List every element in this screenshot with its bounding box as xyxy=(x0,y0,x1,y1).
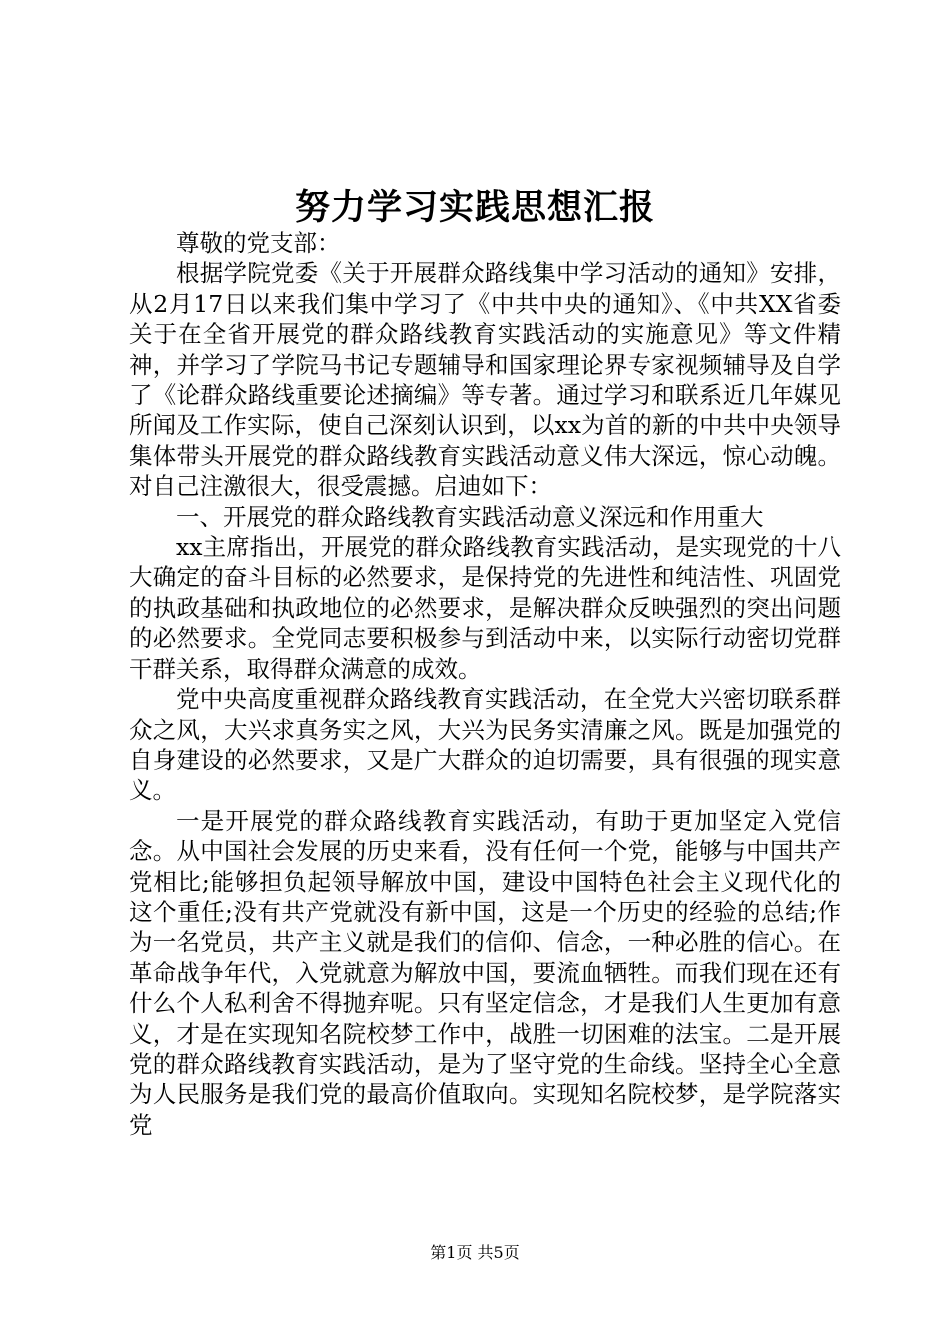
paragraph: 党中央高度重视群众路线教育实践活动，在全党大兴密切联系群众之风，大兴求真务实之风，大兴为民务实清廉之风。既是加强党的自身建设的必然要求，又是广大群众的迫切需要，具有很强的现实意义。 xyxy=(129,685,841,805)
document-body xyxy=(129,228,841,1140)
paragraph: xx主席指出，开展党的群众路线教育实践活动，是实现党的十八大确定的奋斗目标的必然要求，是保持党的先进性和纯洁性、巩固党的执政基础和执政地位的必然要求，是解决群众反映强烈的突出问题的必然要求。全党同志要积极参与到活动中来，以实际行动密切党群干群关系，取得群众满意的成效。 xyxy=(129,533,841,683)
document-title: 努力学习实践思想汇报 xyxy=(294,187,655,228)
page-footer: 第1页 共5页 xyxy=(430,1243,520,1262)
paragraph-intro: 根据学院党委《关于开展群众路线集中学习活动的通知》安排，从2月17日以来我们集中学习了《中共中央的通知》、《中共XX省委关于在全省开展党的群众路线教育实践活动的实施意见》等文件精神，并学习了学院马书记专题辅导和国家理论界专家视频辅导及自学了《论群众路线重要论述摘编》等专著。通过学习和联系近几年媒见所闻及工作实际，使自己深刻认识到，以xx为首的新的中共中央领导集体带头开展党的群众路线教育实践活动意义伟大深远，惊心动魄。对自己注激很大，很受震撼。启迪如下： xyxy=(129,259,841,501)
section-heading: 一、开展党的群众路线教育实践活动意义深远和作用重大 xyxy=(176,502,764,531)
salutation: 尊敬的党支部： xyxy=(176,229,341,257)
paragraph: 一是开展党的群众路线教育实践活动，有助于更加坚定入党信念。从中国社会发展的历史来看，没有任何一个党，能够与中国共产党相比;能够担负起领导解放中国，建设中国特色社会主义现代化的这个重任;没有共产党就没有新中国，这是一个历史的经验的总结;作为一名党员，共产主义就是我们的信仰、信念，一种必胜的信心。在革命战争年代，入党就意为解放中国，要流血牺牲。而我们现在还有什么个人私利舍不得抛弃呢。只有坚定信念，才是我们人生更加有意义，才是在实现知名院校梦工作中，战胜一切困难的法宝。二是开展党的群众路线教育实践活动，是为了坚守党的生命线。坚持全心全意为人民服务是我们党的最高价值取向。实现知名院校梦，是学院落实党 xyxy=(129,806,841,1139)
